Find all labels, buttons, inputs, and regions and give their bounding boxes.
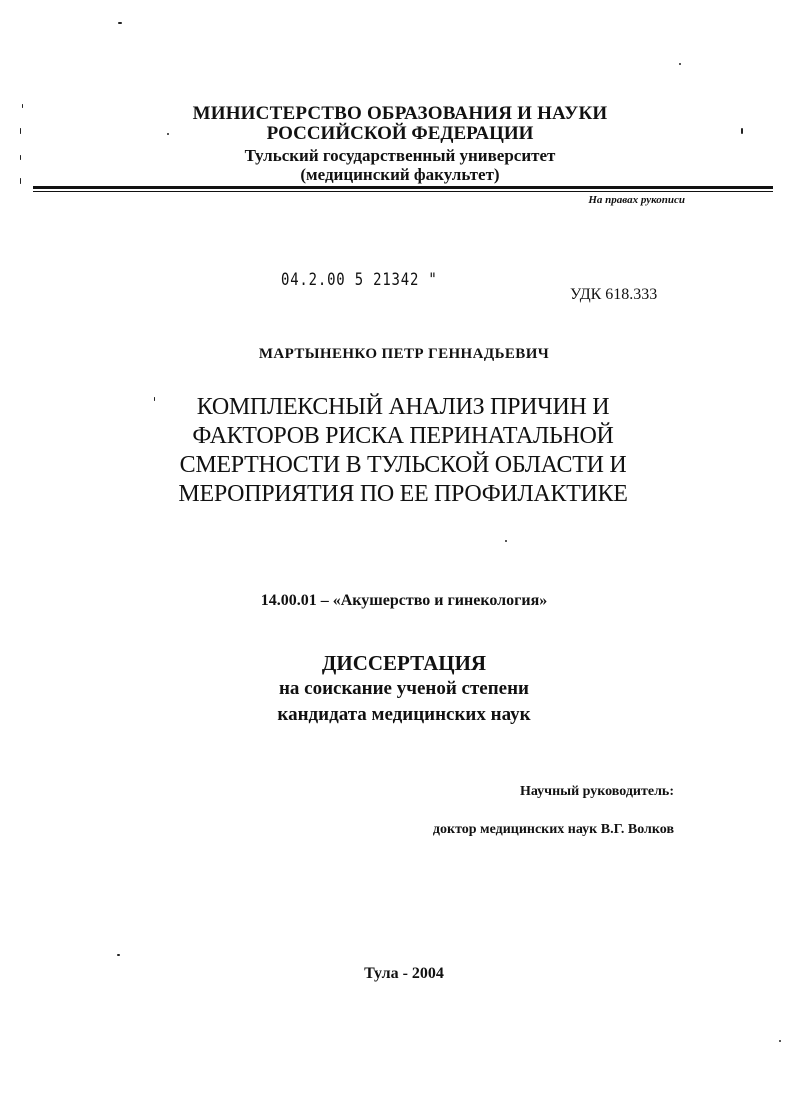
- scan-speck: [118, 22, 122, 24]
- scan-speck: [779, 1040, 781, 1042]
- scan-speck: [154, 397, 155, 401]
- title-line: ФАКТОРОВ РИСКА ПЕРИНАТАЛЬНОЙ: [192, 423, 614, 449]
- scan-speck: [22, 104, 23, 108]
- title-line: МЕРОПРИЯТИЯ ПО ЕЕ ПРОФИЛАКТИКЕ: [178, 481, 628, 507]
- ministry-line-1: МИНИСТЕРСТВО ОБРАЗОВАНИЯ И НАУКИ: [192, 103, 608, 124]
- manuscript-rights-note: На правах рукописи: [588, 194, 685, 206]
- university-name: Тульский государственный университет: [244, 146, 556, 165]
- document-type: ДИССЕРТАЦИЯ: [321, 651, 487, 675]
- degree-purpose: на соискание ученой степени: [278, 678, 529, 699]
- scan-speck: [167, 133, 169, 135]
- supervisor-label: Научный руководитель:: [520, 784, 674, 799]
- header-divider-thin: [33, 191, 773, 192]
- faculty-name: (медицинский факультет): [300, 165, 500, 184]
- specialty-code: 14.00.01 – «Акушерство и гинекология»: [260, 592, 548, 609]
- archive-stamp: 04.2.00 5 21342 ": [281, 270, 438, 290]
- scan-speck: [20, 178, 21, 184]
- city-year: Тула - 2004: [364, 965, 444, 982]
- scan-speck: [20, 128, 21, 134]
- scan-speck: [505, 540, 507, 542]
- title-line: КОМПЛЕКСНЫЙ АНАЛИЗ ПРИЧИН И: [196, 394, 610, 420]
- scan-speck: [679, 63, 681, 65]
- author-name: МАРТЫНЕНКО ПЕТР ГЕННАДЬЕВИЧ: [258, 346, 550, 362]
- title-line: СМЕРТНОСТИ В ТУЛЬСКОЙ ОБЛАСТИ И: [179, 452, 627, 478]
- ministry-line-2: РОССИЙСКОЙ ФЕДЕРАЦИИ: [266, 123, 534, 144]
- supervisor-name: доктор медицинских наук В.Г. Волков: [432, 822, 674, 837]
- header-divider-thick: [33, 186, 773, 189]
- scan-speck: [20, 155, 21, 160]
- scan-speck: [117, 954, 120, 956]
- degree-name: кандидата медицинских наук: [277, 704, 531, 725]
- udk-code: УДК 618.333: [570, 286, 658, 303]
- dissertation-title: [0, 393, 796, 509]
- scan-speck: [741, 128, 743, 134]
